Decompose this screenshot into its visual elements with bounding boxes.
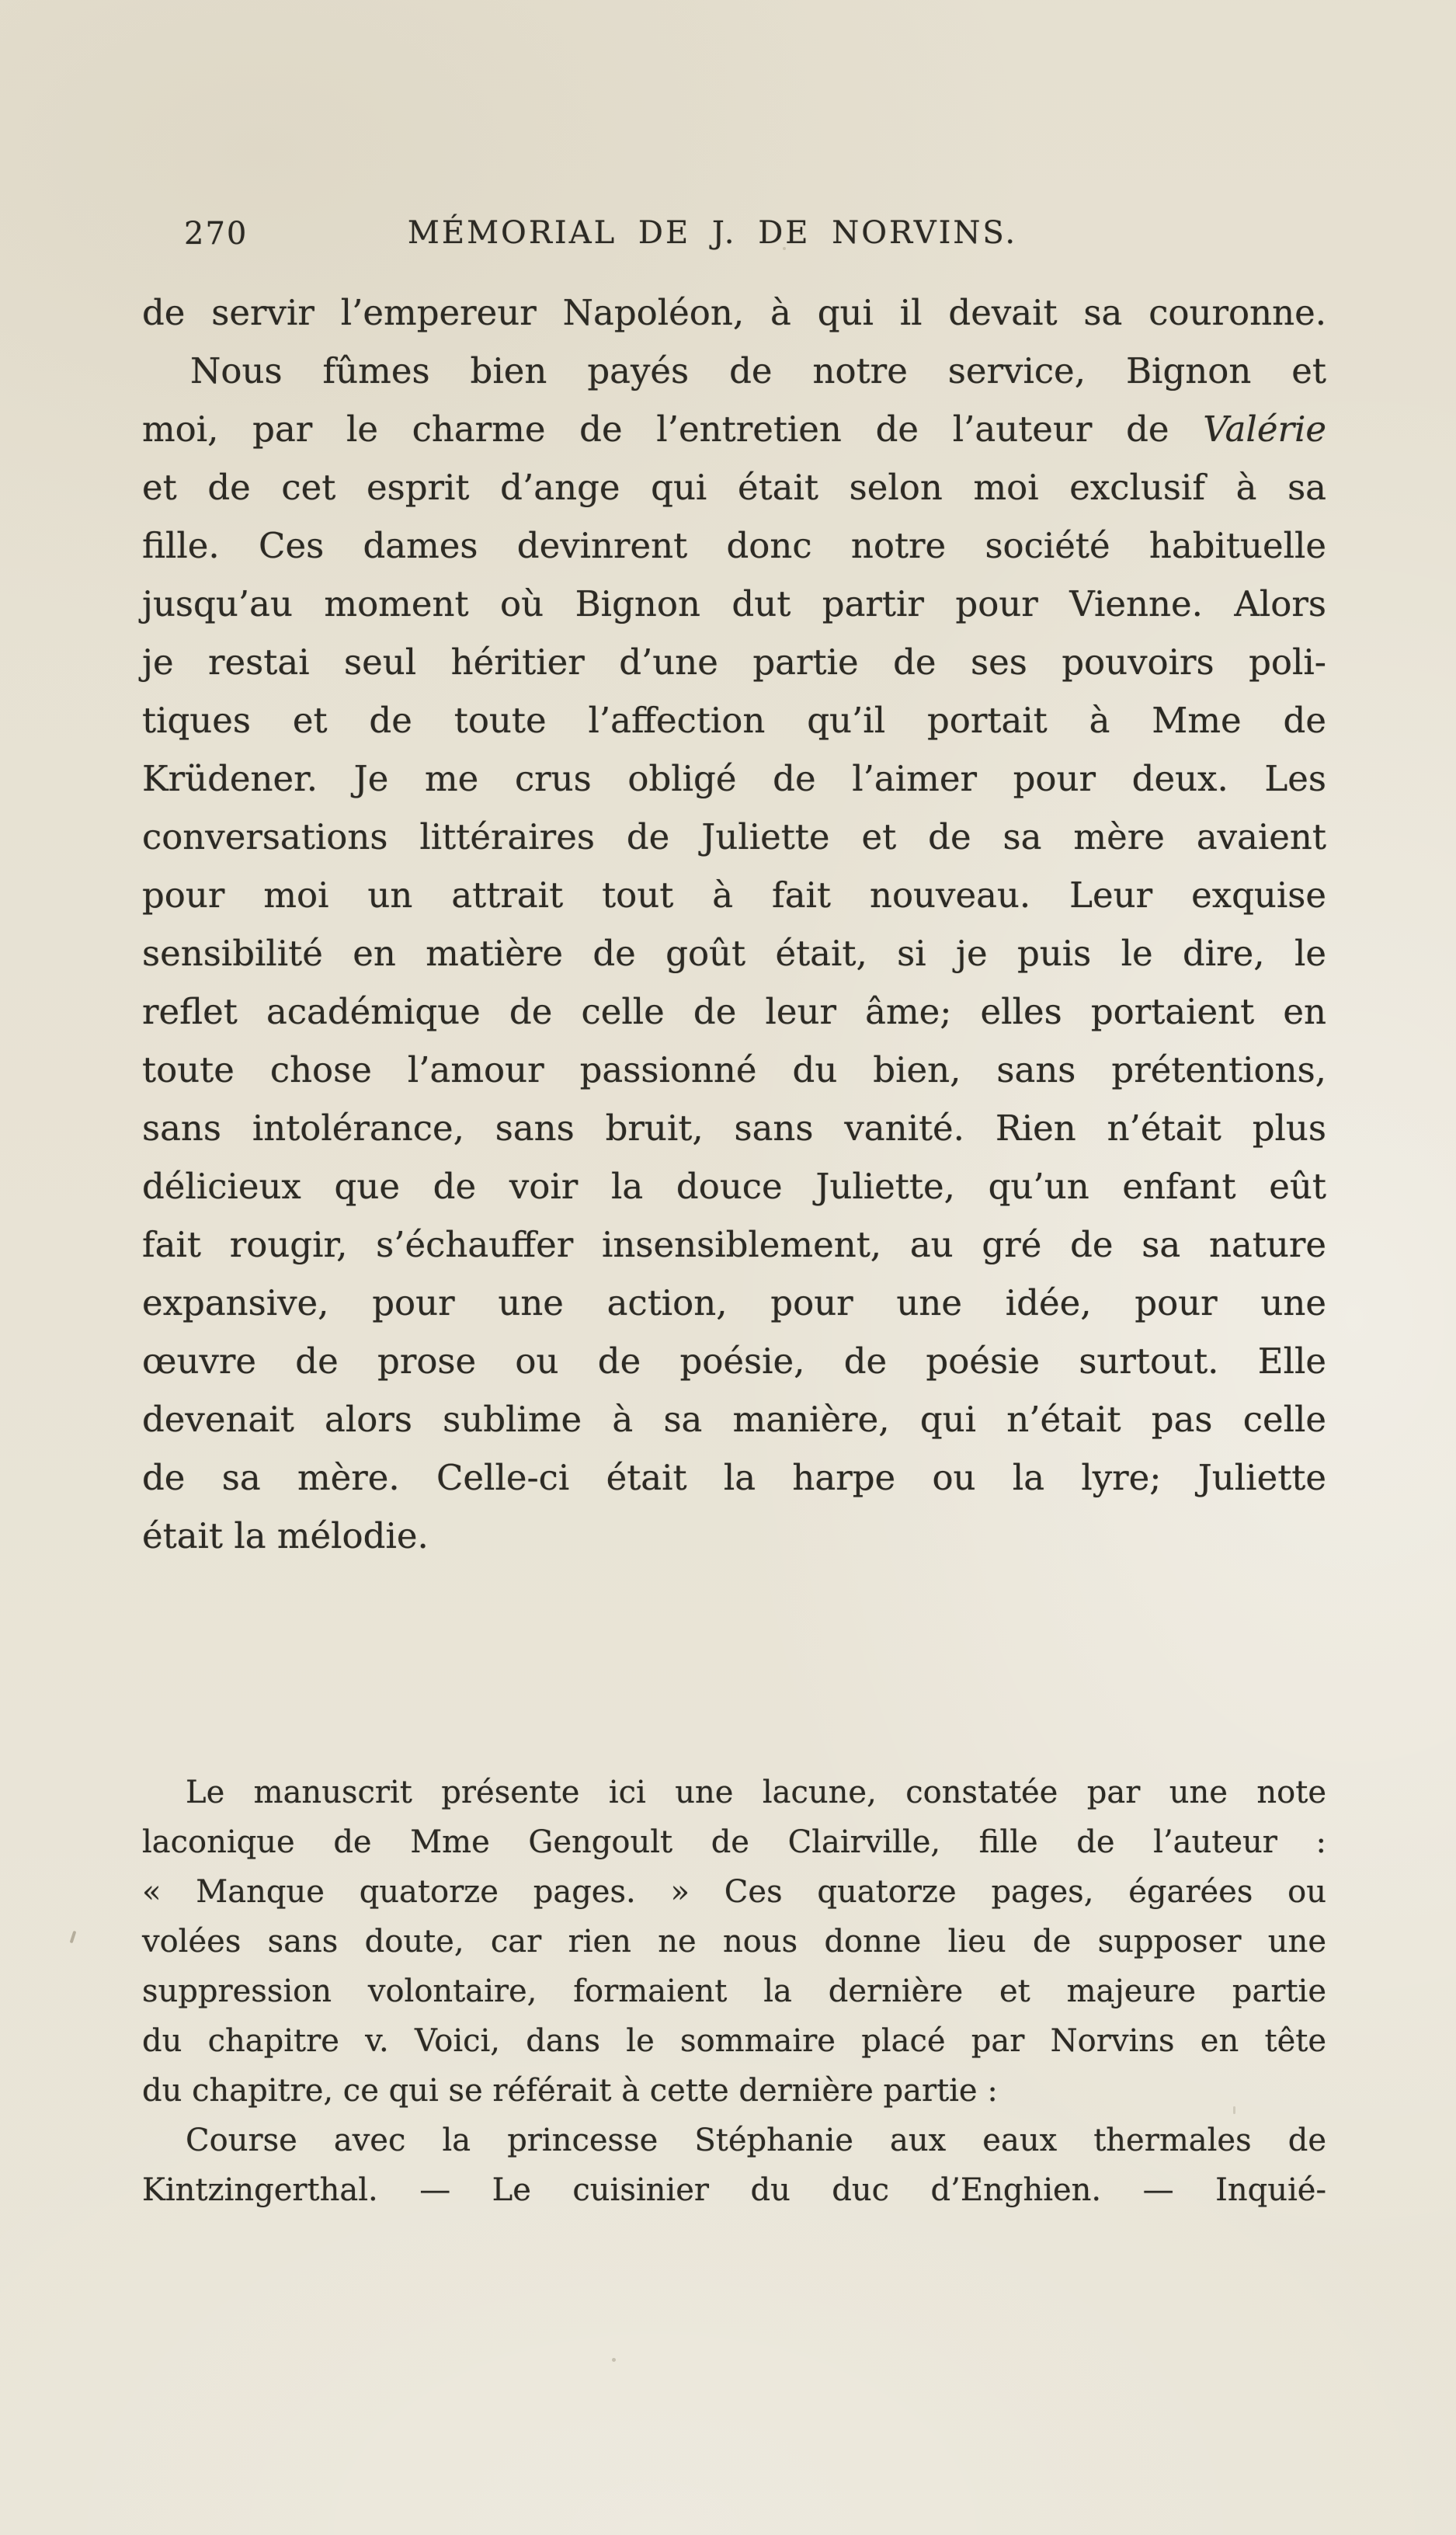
paper-speck	[1233, 2106, 1235, 2114]
text-line: « Manque quatorze pages. » Ces quatorze pages, égarées ou	[142, 1874, 1326, 1910]
text-line: reflet académique de celle de leur âme; elles portaient en	[142, 991, 1326, 1032]
text-line: Le manuscrit présente ici une lacune, constatée par une note	[186, 1775, 1326, 1810]
text-line: jusqu’au moment où Bignon dut partir pour Vienne. Alors	[142, 583, 1326, 624]
text-line: Nous fûmes bien payés de notre service, Bignon et	[190, 350, 1326, 391]
text-line: pour moi un attrait tout à fait nouveau. Leur exquise	[142, 875, 1326, 916]
page-header	[142, 214, 1326, 255]
running-title: MÉMORIAL DE J. DE NORVINS.	[407, 215, 1018, 251]
text-line: suppression volontaire, formaient la dernière et majeure partie	[142, 1973, 1326, 2009]
text-line: du chapitre, ce qui se référait à cette dernière partie :	[142, 2073, 998, 2109]
text-line: volées sans doute, car rien ne nous donne lieu de supposer une	[142, 1924, 1326, 1959]
text-line: Krüdener. Je me crus obligé de l’aimer pour deux. Les	[142, 758, 1326, 799]
text-line: je restai seul héritier d’une partie de ses pouvoirs poli-	[142, 642, 1326, 683]
text-line: Course avec la princesse Stéphanie aux eaux thermales de	[186, 2123, 1326, 2158]
paper-speck	[783, 247, 786, 250]
text-line: conversations littéraires de Juliette et de sa mère avaient	[142, 816, 1326, 857]
text-line: toute chose l’amour passionné du bien, sans prétentions,	[142, 1049, 1326, 1090]
italic-book-title: Valérie	[1203, 409, 1326, 450]
page-number: 270	[184, 216, 248, 252]
text-line: laconique de Mme Gengoult de Clairville, fille de l’auteur :	[142, 1824, 1326, 1860]
paper-speck	[612, 2358, 616, 2362]
text-line: était la mélodie.	[142, 1515, 429, 1556]
text-line: tiques et de toute l’affection qu’il portait à Mme de	[142, 700, 1326, 741]
paper-speck	[70, 1931, 77, 1943]
text-line: de sa mère. Celle-ci était la harpe ou la lyre; Juliette	[142, 1457, 1326, 1498]
text-line: devenait alors sublime à sa manière, qui n’était pas celle	[142, 1399, 1326, 1440]
text-line: et de cet esprit d’ange qui était selon moi exclusif à sa	[142, 467, 1326, 508]
text-line: Kintzingerthal. — Le cuisinier du duc d’Enghien. — Inquié-	[142, 2172, 1326, 2208]
text-line: sensibilité en matière de goût était, si je puis le dire, le	[142, 933, 1326, 974]
text-line: expansive, pour une action, pour une idée, pour une	[142, 1282, 1326, 1323]
text-line: moi, par le charme de l’entretien de l’auteur de Valérie	[142, 409, 1326, 450]
text-line: sans intolérance, sans bruit, sans vanité. Rien n’était plus	[142, 1108, 1326, 1149]
text-line: de servir l’empereur Napoléon, à qui il devait sa couronne.	[142, 292, 1326, 333]
text-line: œuvre de prose ou de poésie, de poésie surtout. Elle	[142, 1341, 1326, 1382]
text-line: fille. Ces dames devinrent donc notre société habituelle	[142, 525, 1326, 566]
main-text-block	[142, 283, 1326, 1565]
text-line: délicieux que de voir la douce Juliette, qu’un enfant eût	[142, 1166, 1326, 1207]
editorial-note-block	[142, 1768, 1326, 2215]
text-line: du chapitre v. Voici, dans le sommaire placé par Norvins en tête	[142, 2023, 1326, 2059]
text-line: fait rougir, s’échauffer insensiblement, au gré de sa nature	[142, 1224, 1326, 1265]
